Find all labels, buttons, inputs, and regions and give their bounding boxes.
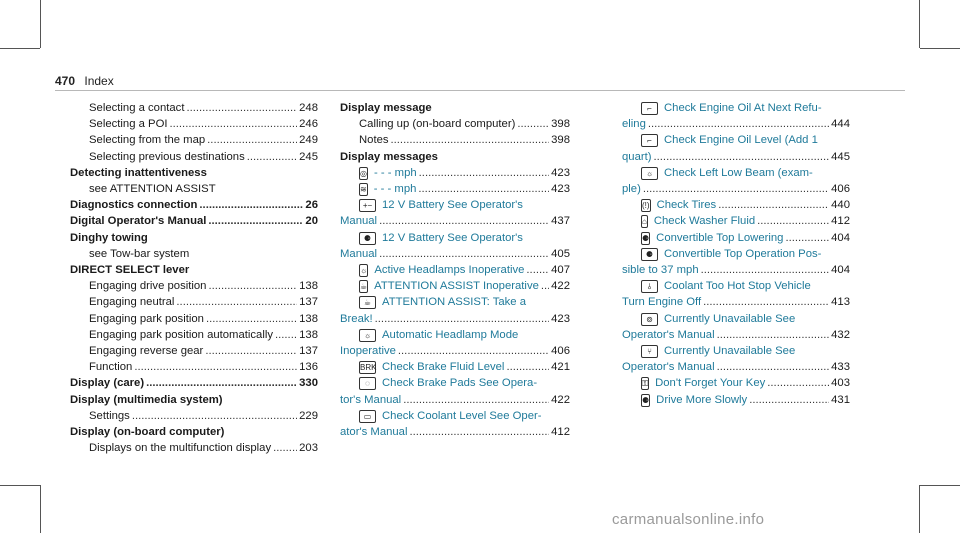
display-message-link[interactable]: 12 V Battery See Operator's [382, 199, 523, 212]
leader-dots [375, 311, 549, 327]
page-ref[interactable]: 138 [299, 312, 318, 325]
page-header [55, 74, 114, 88]
index-subentry [70, 343, 318, 359]
header-divider [55, 90, 905, 91]
display-message-entry-cont [622, 116, 850, 132]
display-message-entry-cont [622, 262, 850, 278]
page-ref[interactable]: 405 [551, 247, 570, 260]
leader-dots [379, 246, 549, 262]
display-message-entry [340, 165, 570, 181]
display-message-entry-cont [340, 311, 570, 327]
entry-text: Settings [89, 409, 130, 422]
display-message-entry [622, 213, 850, 229]
page-ref[interactable]: 412 [551, 426, 570, 439]
display-message-link-cont[interactable]: ator's Manual [340, 426, 408, 439]
leader-dots [517, 116, 549, 132]
leader-dots [718, 197, 829, 213]
display-message-link[interactable]: Check Tires [656, 199, 717, 212]
display-message-entry [622, 132, 850, 148]
display-message-link[interactable]: Check Left Low Beam (exam- [664, 166, 813, 179]
page-ref[interactable]: 406 [551, 345, 570, 358]
display-message-link[interactable]: Check Engine Oil At Next Refu- [664, 102, 822, 114]
display-message-link-cont[interactable]: sible to 37 mph [622, 264, 699, 277]
section-title: Index [84, 74, 114, 88]
index-subentry [70, 149, 318, 165]
entry-text: Calling up (on-board computer) [359, 118, 516, 131]
entry-text: Displays on the multifunction display [89, 442, 272, 455]
entry-text: see Tow-bar system [89, 247, 190, 260]
display-message-link-cont[interactable]: Manual [340, 215, 378, 228]
entry-text: Engaging park position automatically [89, 328, 273, 341]
display-message-link[interactable]: Currently Unavailable See [664, 345, 796, 358]
entry-text: Diagnostics connection [70, 199, 198, 212]
index-entry [70, 424, 318, 440]
display-message-entry-cont [622, 359, 850, 375]
leader-dots [506, 359, 549, 375]
entry-text: Display messages [340, 150, 438, 163]
index-entry [340, 100, 570, 116]
page-ref[interactable]: 431 [831, 393, 850, 406]
entry-text: Dinghy towing [70, 231, 148, 244]
page-ref[interactable]: 444 [831, 118, 850, 131]
crop-mark [0, 485, 40, 486]
leader-dots [703, 294, 829, 310]
display-message-entry [340, 408, 570, 424]
entry-text: Display (multimedia system) [70, 393, 223, 406]
page-ref[interactable]: 26 [305, 199, 318, 212]
page-ref[interactable]: 423 [551, 183, 570, 196]
index-entry [70, 165, 318, 181]
seat-icon: ⑂ [641, 345, 658, 358]
crop-mark [0, 48, 40, 49]
circle-icon: ⊚ [641, 313, 658, 326]
display-message-entry-cont [622, 149, 850, 165]
display-message-link[interactable]: Drive More Slowly [656, 393, 748, 406]
page-ref[interactable]: 412 [831, 215, 850, 228]
leader-dots [541, 278, 549, 294]
index-column-3 [622, 100, 850, 408]
display-message-link-cont[interactable]: Inoperative [340, 345, 396, 358]
leader-dots [206, 311, 297, 327]
washer-icon: ⌂ [642, 217, 647, 227]
display-message-link[interactable]: - - - mph [373, 166, 417, 179]
page-ref[interactable]: 433 [831, 361, 850, 374]
page-ref[interactable]: 138 [299, 280, 318, 293]
display-message-entry [340, 359, 570, 375]
key-icon: ⚿ [642, 379, 649, 389]
display-message-entry-cont [340, 392, 570, 408]
display-message-entry-cont [340, 424, 570, 440]
cruise-control-icon: ◎ [360, 168, 367, 178]
display-message-link-cont[interactable]: ple) [622, 183, 641, 196]
leader-dots [205, 343, 297, 359]
display-message-link-cont[interactable]: Operator's Manual [622, 361, 715, 374]
leader-dots [419, 165, 549, 181]
leader-dots [757, 213, 829, 229]
display-message-link[interactable]: Don't Forget Your Key [655, 377, 766, 390]
brake-icon: BRK [360, 363, 377, 373]
display-message-link[interactable]: ATTENTION ASSIST Inoperative [374, 280, 539, 293]
display-message-entry-cont [340, 343, 570, 359]
entry-text: Detecting inattentiveness [70, 166, 207, 179]
index-subentry [70, 311, 318, 327]
index-subentry [70, 278, 318, 294]
index-subentry [70, 440, 318, 456]
page-ref[interactable]: 203 [299, 442, 318, 455]
oil-can-icon: ⌐ [641, 102, 658, 115]
display-message-entry [340, 181, 570, 197]
oil-can-icon: ⌐ [641, 134, 658, 147]
display-message-link[interactable]: ATTENTION ASSIST: Take a [382, 296, 526, 309]
page-ref[interactable]: 136 [299, 361, 318, 374]
page-ref[interactable]: 245 [299, 150, 318, 163]
leader-dots [398, 343, 549, 359]
crop-mark [40, 0, 41, 48]
page-ref[interactable]: 407 [551, 264, 570, 277]
display-message-entry [340, 375, 570, 391]
entry-text: Display message [340, 102, 432, 114]
crop-mark [920, 485, 960, 486]
display-message-link-cont[interactable]: Turn Engine Off [622, 296, 702, 309]
leader-dots [749, 392, 829, 408]
display-message-entry-cont [622, 327, 850, 343]
display-message-entry [340, 197, 570, 213]
page-ref[interactable]: 422 [551, 280, 570, 293]
leader-dots [717, 359, 830, 375]
page-number: 470 [55, 74, 76, 88]
display-message-link-cont[interactable]: Manual [340, 247, 378, 260]
index-entry [70, 197, 318, 213]
page-ref[interactable]: 422 [551, 393, 570, 406]
page-ref[interactable]: 246 [299, 118, 318, 131]
crop-mark [919, 485, 920, 533]
leader-dots [275, 327, 297, 343]
car-icon: ⚈ [641, 248, 658, 261]
index-column-2 [340, 100, 570, 440]
headlamp-icon: ☼ [360, 266, 368, 276]
display-message-entry [622, 311, 850, 327]
leader-dots [403, 392, 549, 408]
index-subentry [340, 116, 570, 132]
car-icon: ⚈ [642, 233, 650, 243]
page-ref[interactable]: 330 [299, 377, 318, 390]
index-entry [340, 149, 570, 165]
entry-text: see ATTENTION ASSIST [89, 183, 216, 196]
leader-dots [391, 132, 550, 148]
leader-dots [409, 424, 549, 440]
leader-dots [170, 116, 298, 132]
display-message-link[interactable]: Check Engine Oil Level (Add 1 [664, 134, 818, 147]
index-subentry [70, 408, 318, 424]
page-ref[interactable]: 137 [299, 345, 318, 358]
attention-assist-icon: ☕ [359, 296, 376, 309]
page-ref[interactable]: 413 [831, 296, 850, 309]
display-message-entry [622, 392, 850, 408]
leader-dots [207, 132, 297, 148]
page-ref[interactable]: 137 [299, 296, 318, 309]
entry-text: Engaging reverse gear [89, 345, 204, 358]
display-message-entry-cont [340, 246, 570, 262]
page-ref[interactable]: 445 [831, 150, 850, 163]
display-message-link-cont[interactable]: quart) [622, 150, 652, 163]
display-message-link-cont[interactable]: Operator's Manual [622, 328, 715, 341]
leader-dots [186, 100, 297, 116]
battery-icon: +− [359, 199, 376, 212]
page-ref[interactable]: 423 [551, 312, 570, 325]
index-entry [70, 213, 318, 229]
page-ref[interactable]: 437 [551, 215, 570, 228]
leader-dots [176, 294, 297, 310]
index-subentry [70, 359, 318, 375]
index-entry [70, 230, 318, 246]
entry-text: Display (care) [70, 377, 145, 390]
display-message-entry [622, 246, 850, 262]
index-subentry [340, 132, 570, 148]
index-entry [70, 392, 318, 408]
leader-dots [208, 278, 297, 294]
entry-text: Display (on-board computer) [70, 426, 225, 439]
entry-text: Selecting from the map [89, 134, 206, 147]
page-ref[interactable]: 398 [551, 118, 570, 131]
entry-text: Engaging park position [89, 312, 204, 325]
display-message-link[interactable]: Active Headlamps Inoperative [374, 264, 525, 277]
display-message-link[interactable]: - - - mph [373, 183, 417, 196]
entry-text: Selecting a contact [89, 102, 185, 114]
leader-dots [199, 197, 303, 213]
index-subentry [70, 181, 318, 197]
leader-dots [379, 213, 549, 229]
page-ref[interactable]: 398 [551, 134, 570, 147]
display-message-entry [622, 197, 850, 213]
page-ref[interactable]: 440 [831, 199, 850, 212]
coolant-icon: ▭ [359, 410, 376, 423]
page-ref[interactable]: 248 [299, 102, 318, 114]
display-message-entry [622, 100, 850, 116]
page-ref[interactable]: 249 [299, 134, 318, 147]
index-column-1 [70, 100, 318, 456]
display-message-link[interactable]: Automatic Headlamp Mode [382, 328, 519, 341]
display-message-link[interactable]: Convertible Top Operation Pos- [664, 247, 822, 260]
car-icon: ⚈ [642, 395, 650, 405]
attention-assist-icon: ☕ [360, 282, 368, 292]
display-message-entry [622, 230, 850, 246]
display-message-link[interactable]: Check Washer Fluid [653, 215, 756, 228]
leader-dots [247, 149, 297, 165]
display-message-entry [622, 278, 850, 294]
display-message-entry [622, 343, 850, 359]
leader-dots [648, 116, 829, 132]
index-subentry [70, 294, 318, 310]
entry-text: Selecting a POI [89, 118, 168, 131]
entry-text: DIRECT SELECT lever [70, 264, 190, 277]
page-ref[interactable]: 138 [299, 328, 318, 341]
entry-text: Digital Operator's Manual [70, 215, 207, 228]
headlamp-icon: ☼ [359, 329, 376, 342]
page-ref[interactable]: 432 [831, 328, 850, 341]
coolant-temp-icon: ⫰ [641, 280, 658, 293]
display-message-entry [340, 230, 570, 246]
display-message-link[interactable]: Convertible Top Lowering [656, 231, 784, 244]
display-message-link-cont[interactable]: tor's Manual [340, 393, 402, 406]
index-subentry [70, 100, 318, 116]
page-ref[interactable]: 404 [831, 231, 850, 244]
crop-mark [40, 485, 41, 533]
page-ref[interactable]: 403 [831, 377, 850, 390]
page-ref[interactable]: 423 [551, 166, 570, 179]
page-ref[interactable]: 20 [305, 215, 318, 228]
entry-text: Notes [359, 134, 389, 147]
leader-dots [654, 149, 830, 165]
display-message-entry [340, 262, 570, 278]
display-message-link[interactable]: Check Brake Fluid Level [382, 361, 505, 374]
display-message-link[interactable]: Check Coolant Level See Oper- [382, 409, 542, 422]
display-message-link[interactable]: Check Brake Pads See Opera- [382, 377, 538, 390]
entry-text: Engaging neutral [89, 296, 175, 309]
leader-dots [132, 408, 297, 424]
index-entry [70, 375, 318, 391]
index-subentry [70, 246, 318, 262]
display-message-link-cont[interactable]: eling [622, 118, 646, 131]
display-message-entry [622, 375, 850, 391]
display-message-entry [340, 327, 570, 343]
entry-text: Selecting previous destinations [89, 150, 245, 163]
display-message-entry-cont [622, 294, 850, 310]
display-message-entry [340, 294, 570, 310]
leader-dots [418, 181, 549, 197]
display-message-entry-cont [622, 181, 850, 197]
page-ref[interactable]: 421 [551, 361, 570, 374]
brake-pads-icon: ◌ [359, 377, 376, 390]
leader-dots [208, 213, 303, 229]
entry-text: Function [89, 361, 133, 374]
index-entry [70, 262, 318, 278]
display-message-link[interactable]: Currently Unavailable See [664, 312, 796, 325]
crop-mark [919, 0, 920, 48]
leader-dots [146, 375, 297, 391]
leader-dots [643, 181, 829, 197]
leader-dots [134, 359, 297, 375]
page-ref[interactable]: 406 [831, 183, 850, 196]
headlamp-icon: ☼ [641, 167, 658, 180]
index-subentry [70, 116, 318, 132]
display-message-entry [622, 165, 850, 181]
leader-dots [767, 375, 829, 391]
leader-dots [717, 327, 830, 343]
leader-dots [701, 262, 830, 278]
tire-icon: (!) [642, 201, 650, 211]
leader-dots [526, 262, 549, 278]
crop-mark [920, 48, 960, 49]
display-message-link[interactable]: 12 V Battery See Operator's [382, 231, 523, 244]
leader-dots [785, 230, 829, 246]
page-ref[interactable]: 404 [831, 264, 850, 277]
page-ref[interactable]: 229 [299, 409, 318, 422]
watermark: carmanualsonline.info [612, 511, 765, 528]
index-subentry [70, 132, 318, 148]
index-subentry [70, 327, 318, 343]
display-message-entry-cont [340, 213, 570, 229]
display-message-link-cont[interactable]: Break! [340, 312, 373, 325]
entry-text: Engaging drive position [89, 280, 207, 293]
car-icon: ⚈ [359, 232, 376, 245]
display-message-link[interactable]: Coolant Too Hot Stop Vehicle [664, 280, 811, 293]
distance-control-icon: ≋ [360, 185, 367, 195]
display-message-entry [340, 278, 570, 294]
leader-dots [273, 440, 297, 456]
